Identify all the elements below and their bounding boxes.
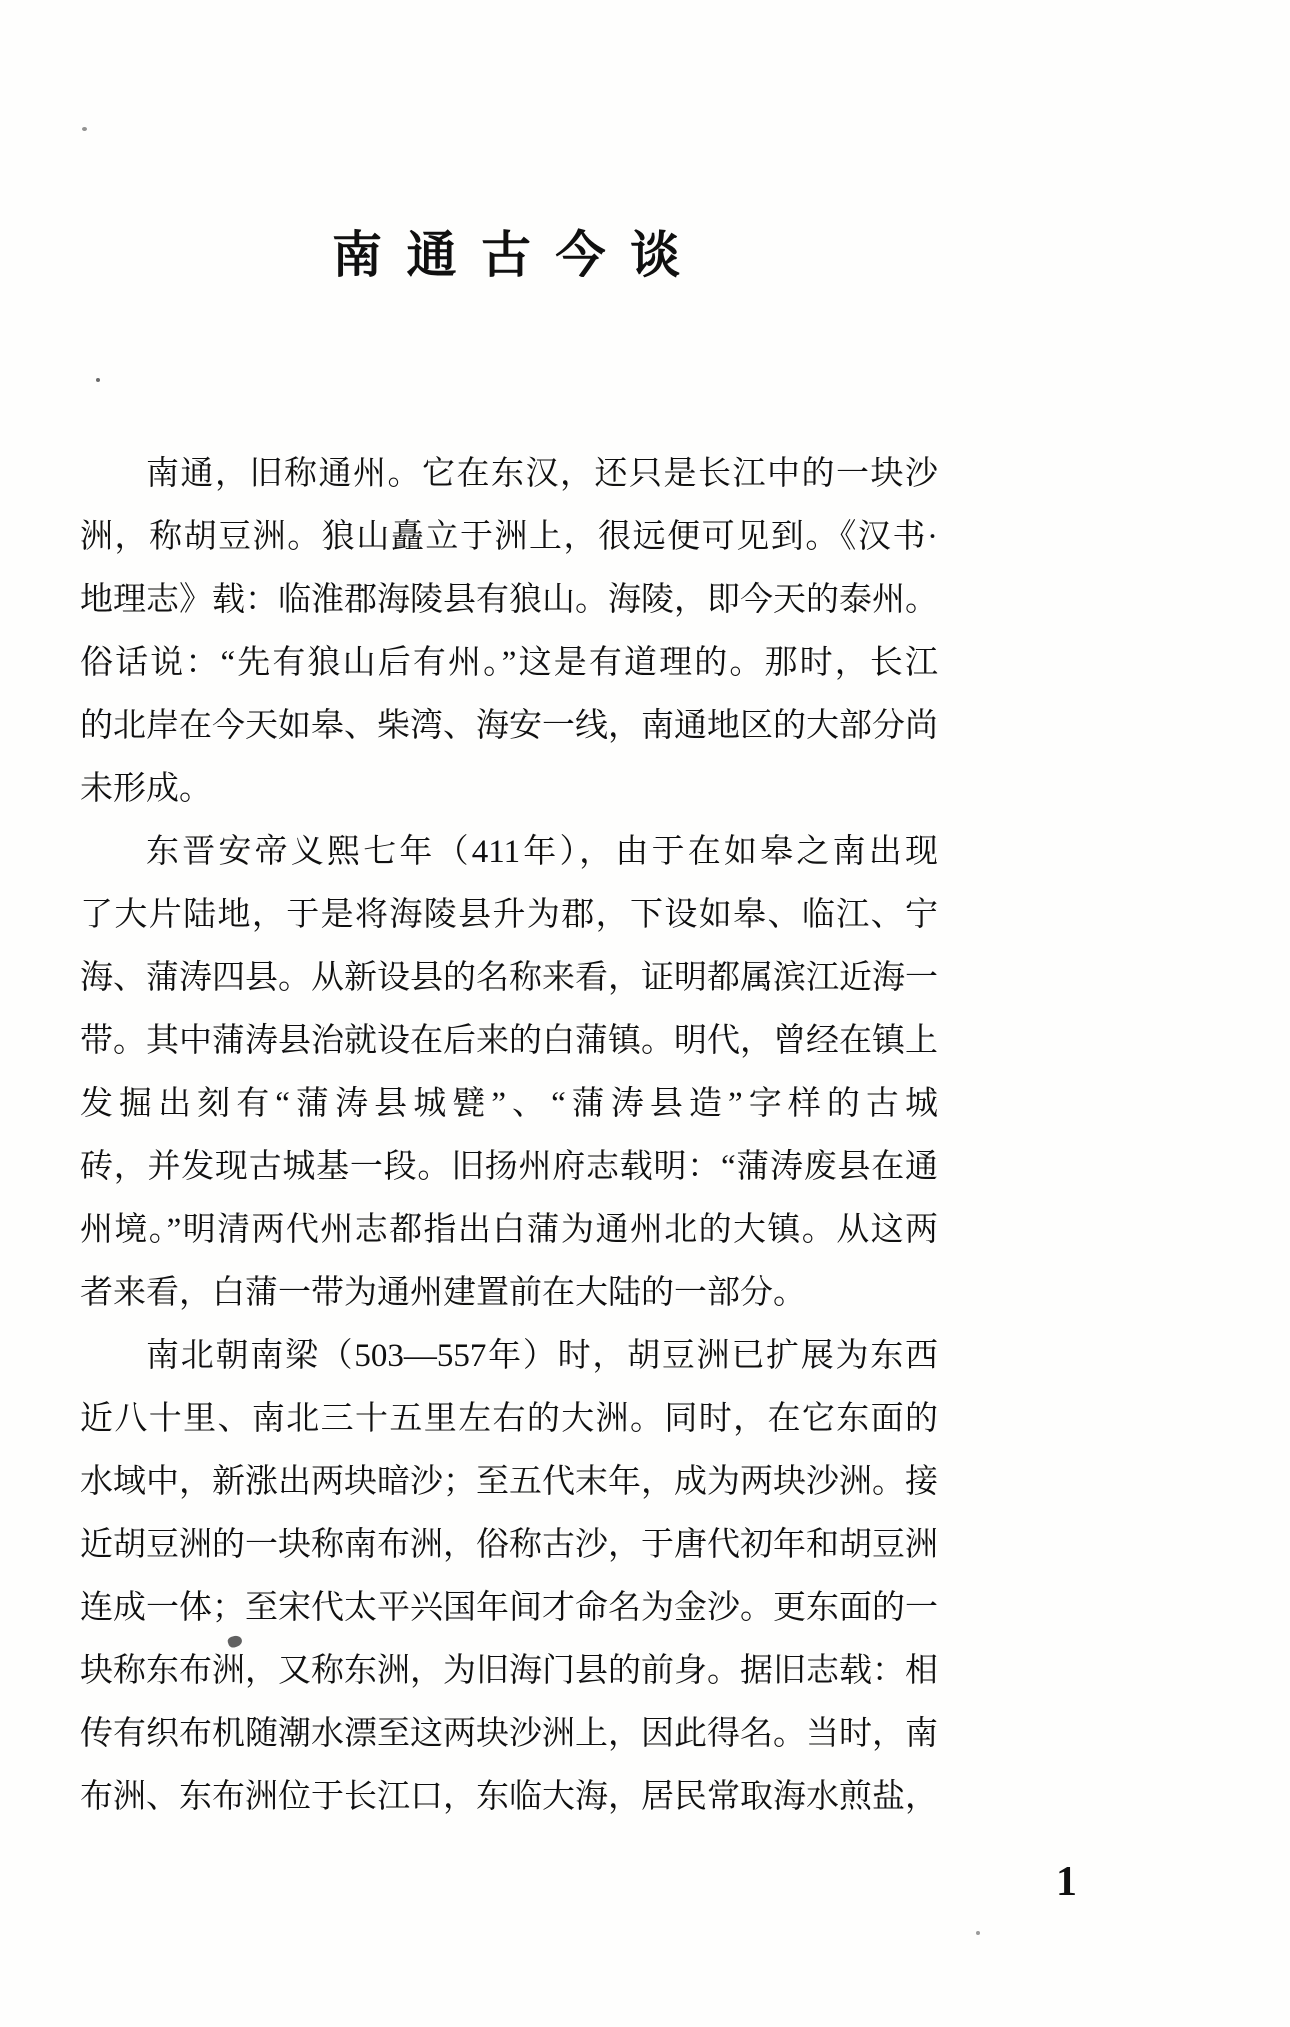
text-line: 水域中，新涨出两块暗沙；至五代末年，成为两块沙洲。接 bbox=[80, 1464, 938, 1500]
text-line: 砖，并发现古城基一段。旧扬州府志载明：“蒲涛废县在通 bbox=[80, 1149, 938, 1185]
text-line: 海、蒲涛四县。从新设县的名称来看，证明都属滨江近海一 bbox=[80, 960, 938, 996]
scan-speck bbox=[976, 1931, 980, 1935]
text-line: 洲，称胡豆洲。狼山矗立于洲上，很远便可见到。《汉书· bbox=[80, 519, 938, 555]
text-line: 南通，旧称通州。它在东汉，还只是长江中的一块沙 bbox=[146, 456, 938, 492]
text-line: 州境。”明清两代州志都指出白蒲为通州北的大镇。从这两 bbox=[80, 1212, 938, 1248]
text-line: 地理志》载：临淮郡海陵县有狼山。海陵，即今天的泰州。 bbox=[80, 582, 938, 618]
text-line: 近八十里、南北三十五里左右的大洲。同时，在它东面的 bbox=[80, 1401, 938, 1437]
text-line: 发掘出刻有“蒲涛县城甓”、“蒲涛县造”字样的古城 bbox=[80, 1086, 938, 1122]
text-line: 了大片陆地，于是将海陵县升为郡，下设如皋、临江、宁 bbox=[80, 897, 938, 933]
text-line: 传有织布机随潮水漂至这两块沙洲上，因此得名。当时，南 bbox=[80, 1716, 938, 1752]
text-line: 带。其中蒲涛县治就设在后来的白蒲镇。明代，曾经在镇上 bbox=[80, 1023, 938, 1059]
text-line: 俗话说：“先有狼山后有州。”这是有道理的。那时，长江 bbox=[80, 645, 938, 681]
page-title: 南 通 古 今 谈 bbox=[332, 227, 686, 283]
text-line: 布洲、东布洲位于长江口，东临大海，居民常取海水煎盐， bbox=[80, 1779, 938, 1815]
text-line: 块称东布洲，又称东洲，为旧海门县的前身。据旧志载：相 bbox=[80, 1653, 938, 1689]
text-line: 的北岸在今天如皋、柴湾、海安一线，南通地区的大部分尚 bbox=[80, 708, 938, 744]
text-line: 南北朝南梁（503—557年）时，胡豆洲已扩展为东西 bbox=[146, 1338, 938, 1374]
body-text bbox=[80, 443, 938, 1829]
scan-speck bbox=[96, 378, 100, 382]
text-line: 者来看，白蒲一带为通州建置前在大陆的一部分。 bbox=[80, 1275, 806, 1311]
text-line: 近胡豆洲的一块称南布洲，俗称古沙，于唐代初年和胡豆洲 bbox=[80, 1527, 938, 1563]
scan-speck bbox=[82, 127, 87, 131]
page-number: 1 bbox=[1056, 1859, 1077, 1905]
text-line: 东晋安帝义熙七年（411年），由于在如皋之南出现 bbox=[146, 834, 938, 870]
text-line: 连成一体；至宋代太平兴国年间才命名为金沙。更东面的一 bbox=[80, 1590, 938, 1626]
text-line: 未形成。 bbox=[80, 771, 212, 807]
